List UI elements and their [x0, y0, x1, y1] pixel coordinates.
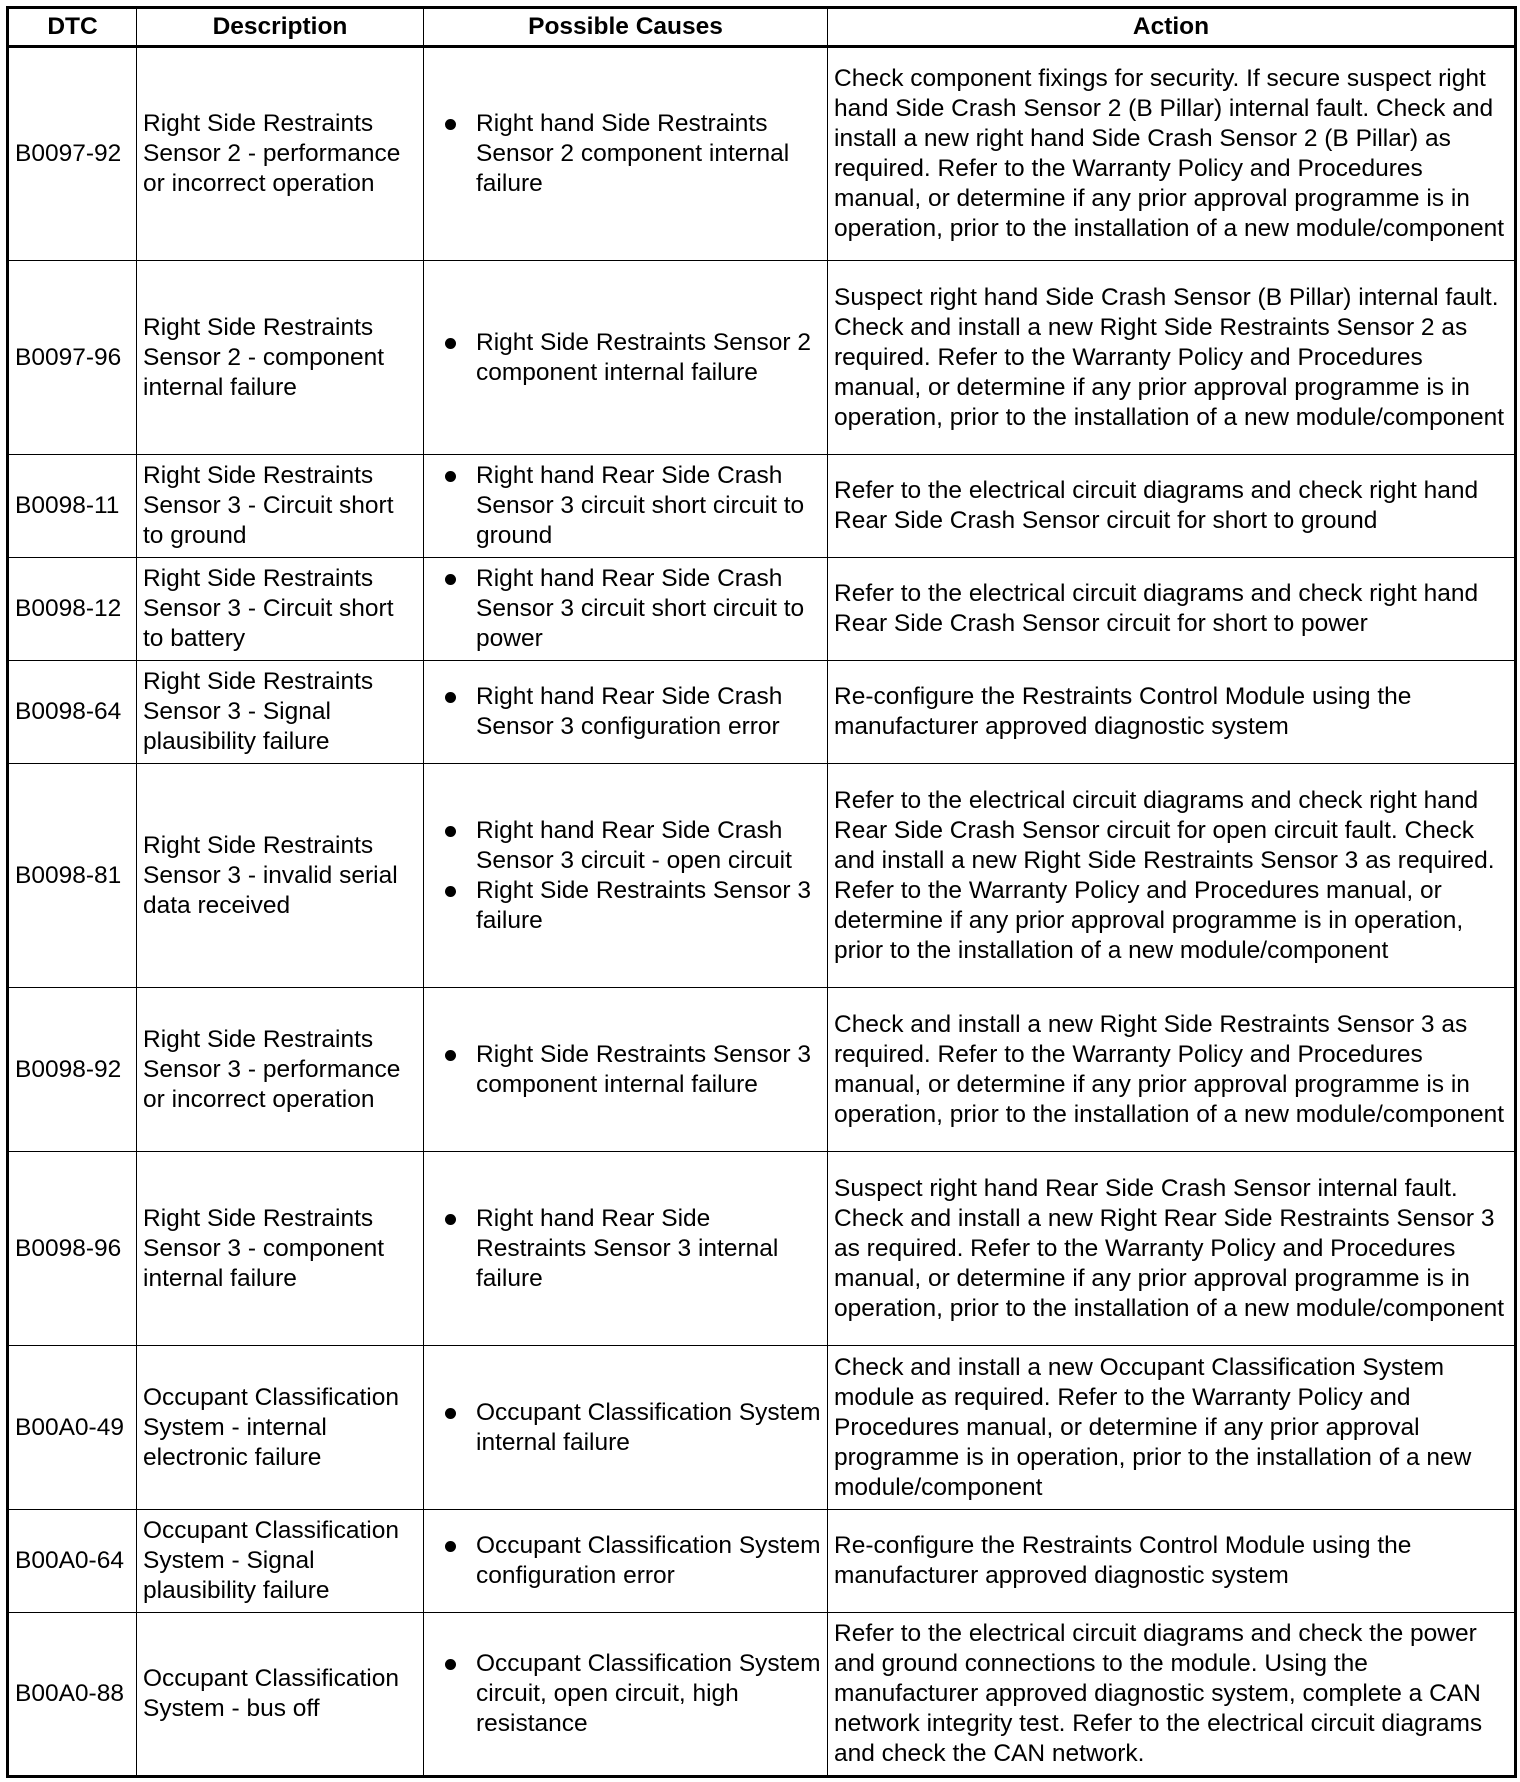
possible-causes: [424, 1510, 828, 1613]
cause-item: Right hand Rear Side Crash Sensor 3 circuit short circuit to power: [476, 564, 821, 654]
dtc-action: Check and install a new Occupant Classification System module as required. Refer to the Warranty Policy and Procedures manual, or determine if any prior approval programme is in operation, prior to the installation of a new module/component: [828, 1346, 1516, 1510]
header-description: Description: [137, 8, 424, 47]
dtc-code: B00A0-49: [8, 1346, 137, 1510]
dtc-action: Re-configure the Restraints Control Module using the manufacturer approved diagnostic system: [828, 1510, 1516, 1613]
cause-item: Occupant Classification System circuit, open circuit, high resistance: [476, 1650, 821, 1737]
dtc-description: Right Side Restraints Sensor 2 - component internal failure: [137, 261, 424, 455]
dtc-code: B0098-11: [8, 455, 137, 558]
table-row: [8, 1346, 1516, 1510]
dtc-description: Occupant Classification System - internal electronic failure: [137, 1346, 424, 1510]
cause-item: Right hand Rear Side Crash Sensor 3 configuration error: [476, 682, 821, 742]
possible-causes: [424, 1613, 828, 1777]
possible-causes: [424, 455, 828, 558]
dtc-code: B00A0-64: [8, 1510, 137, 1613]
dtc-action: Refer to the electrical circuit diagrams and check right hand Rear Side Crash Sensor circuit for short to ground: [828, 455, 1516, 558]
cause-item: Right Side Restraints Sensor 3 failure: [476, 876, 821, 936]
cause-item: Right Side Restraints Sensor 2 component internal failure: [476, 328, 821, 388]
table-row: [8, 47, 1516, 261]
dtc-code: B00A0-88: [8, 1613, 137, 1777]
possible-causes: [424, 988, 828, 1152]
header-row: [8, 8, 1516, 47]
dtc-table: [6, 6, 1517, 1778]
dtc-code: B0098-92: [8, 988, 137, 1152]
table-row: [8, 1613, 1516, 1777]
possible-causes: [424, 1152, 828, 1346]
dtc-code: B0097-92: [8, 47, 137, 261]
dtc-action: Check and install a new Right Side Restraints Sensor 3 as required. Refer to the Warranty Policy and Procedures manual, or determine if any prior approval programme is in operation, prior to the installation of a new module/component: [828, 988, 1516, 1152]
dtc-description: Right Side Restraints Sensor 3 - Circuit short to battery: [137, 558, 424, 661]
dtc-code: B0098-64: [8, 661, 137, 764]
dtc-action: Refer to the electrical circuit diagrams and check right hand Rear Side Crash Sensor circuit for open circuit fault. Check and install a new Right Side Restraints Sensor 3 as required. Refer to the Warranty Policy and Procedures manual, or determine if any prior approval programme is in operation, prior to the installation of a new module/component: [828, 764, 1516, 988]
dtc-description: Right Side Restraints Sensor 3 - Circuit short to ground: [137, 455, 424, 558]
dtc-description: Right Side Restraints Sensor 3 - performance or incorrect operation: [137, 988, 424, 1152]
cause-item: Occupant Classification System configuration error: [476, 1532, 821, 1589]
table-row: [8, 1510, 1516, 1613]
dtc-description: Right Side Restraints Sensor 3 - component internal failure: [137, 1152, 424, 1346]
table-row: [8, 988, 1516, 1152]
cause-item: Right hand Side Restraints Sensor 2 component internal failure: [476, 109, 821, 199]
dtc-action: Suspect right hand Side Crash Sensor (B Pillar) internal fault. Check and install a new Right Side Restraints Sensor 2 as required. Refer to the Warranty Policy and Procedures manual, or determine if any prior approval programme is in operation, prior to the installation of a new module/component: [828, 261, 1516, 455]
possible-causes: [424, 261, 828, 455]
table-row: [8, 764, 1516, 988]
dtc-code: B0098-12: [8, 558, 137, 661]
dtc-description: Right Side Restraints Sensor 2 - performance or incorrect operation: [137, 47, 424, 261]
header-action: Action: [828, 8, 1516, 47]
dtc-description: Right Side Restraints Sensor 3 - Signal plausibility failure: [137, 661, 424, 764]
table-row: [8, 558, 1516, 661]
cause-item: Right hand Rear Side Crash Sensor 3 circuit - open circuit: [476, 816, 821, 876]
possible-causes: [424, 661, 828, 764]
table-row: [8, 261, 1516, 455]
cause-item: Right hand Rear Side Crash Sensor 3 circuit short circuit to ground: [476, 461, 821, 551]
dtc-action: Re-configure the Restraints Control Module using the manufacturer approved diagnostic system: [828, 661, 1516, 764]
header-dtc: DTC: [8, 8, 137, 47]
cause-item: Right Side Restraints Sensor 3 component internal failure: [476, 1040, 821, 1100]
possible-causes: [424, 764, 828, 988]
dtc-code: B0098-96: [8, 1152, 137, 1346]
dtc-description: Occupant Classification System - Signal plausibility failure: [137, 1510, 424, 1613]
possible-causes: [424, 1346, 828, 1510]
dtc-action: Refer to the electrical circuit diagrams and check the power and ground connections to the module. Using the manufacturer approved diagnostic system, complete a CAN network integrity test. Refer to the electrical circuit diagrams and check the CAN network.: [828, 1613, 1516, 1777]
dtc-action: Check component fixings for security. If secure suspect right hand Side Crash Sensor 2 (B Pillar) internal fault. Check and install a new right hand Side Crash Sensor 2 (B Pillar) as required. Refer to the Warranty Policy and Procedures manual, or determine if any prior approval programme is in operation, prior to the installation of a new module/component: [828, 47, 1516, 261]
table-row: [8, 661, 1516, 764]
dtc-code: B0098-81: [8, 764, 137, 988]
header-possible-causes: Possible Causes: [424, 8, 828, 47]
dtc-code: B0097-96: [8, 261, 137, 455]
cause-item: Occupant Classification System internal failure: [476, 1398, 821, 1456]
cause-item: Right hand Rear Side Restraints Sensor 3 internal failure: [476, 1204, 821, 1294]
dtc-description: Occupant Classification System - bus off: [137, 1613, 424, 1777]
possible-causes: [424, 558, 828, 661]
dtc-action: Suspect right hand Rear Side Crash Sensor internal fault. Check and install a new Right Rear Side Restraints Sensor 3 as required. Refer to the Warranty Policy and Procedures manual, or determine if any prior approval programme is in operation, prior to the installation of a new module/component: [828, 1152, 1516, 1346]
table-row: [8, 455, 1516, 558]
dtc-description: Right Side Restraints Sensor 3 - invalid serial data received: [137, 764, 424, 988]
possible-causes: [424, 47, 828, 261]
table-row: [8, 1152, 1516, 1346]
dtc-action: Refer to the electrical circuit diagrams and check right hand Rear Side Crash Sensor circuit for short to power: [828, 558, 1516, 661]
